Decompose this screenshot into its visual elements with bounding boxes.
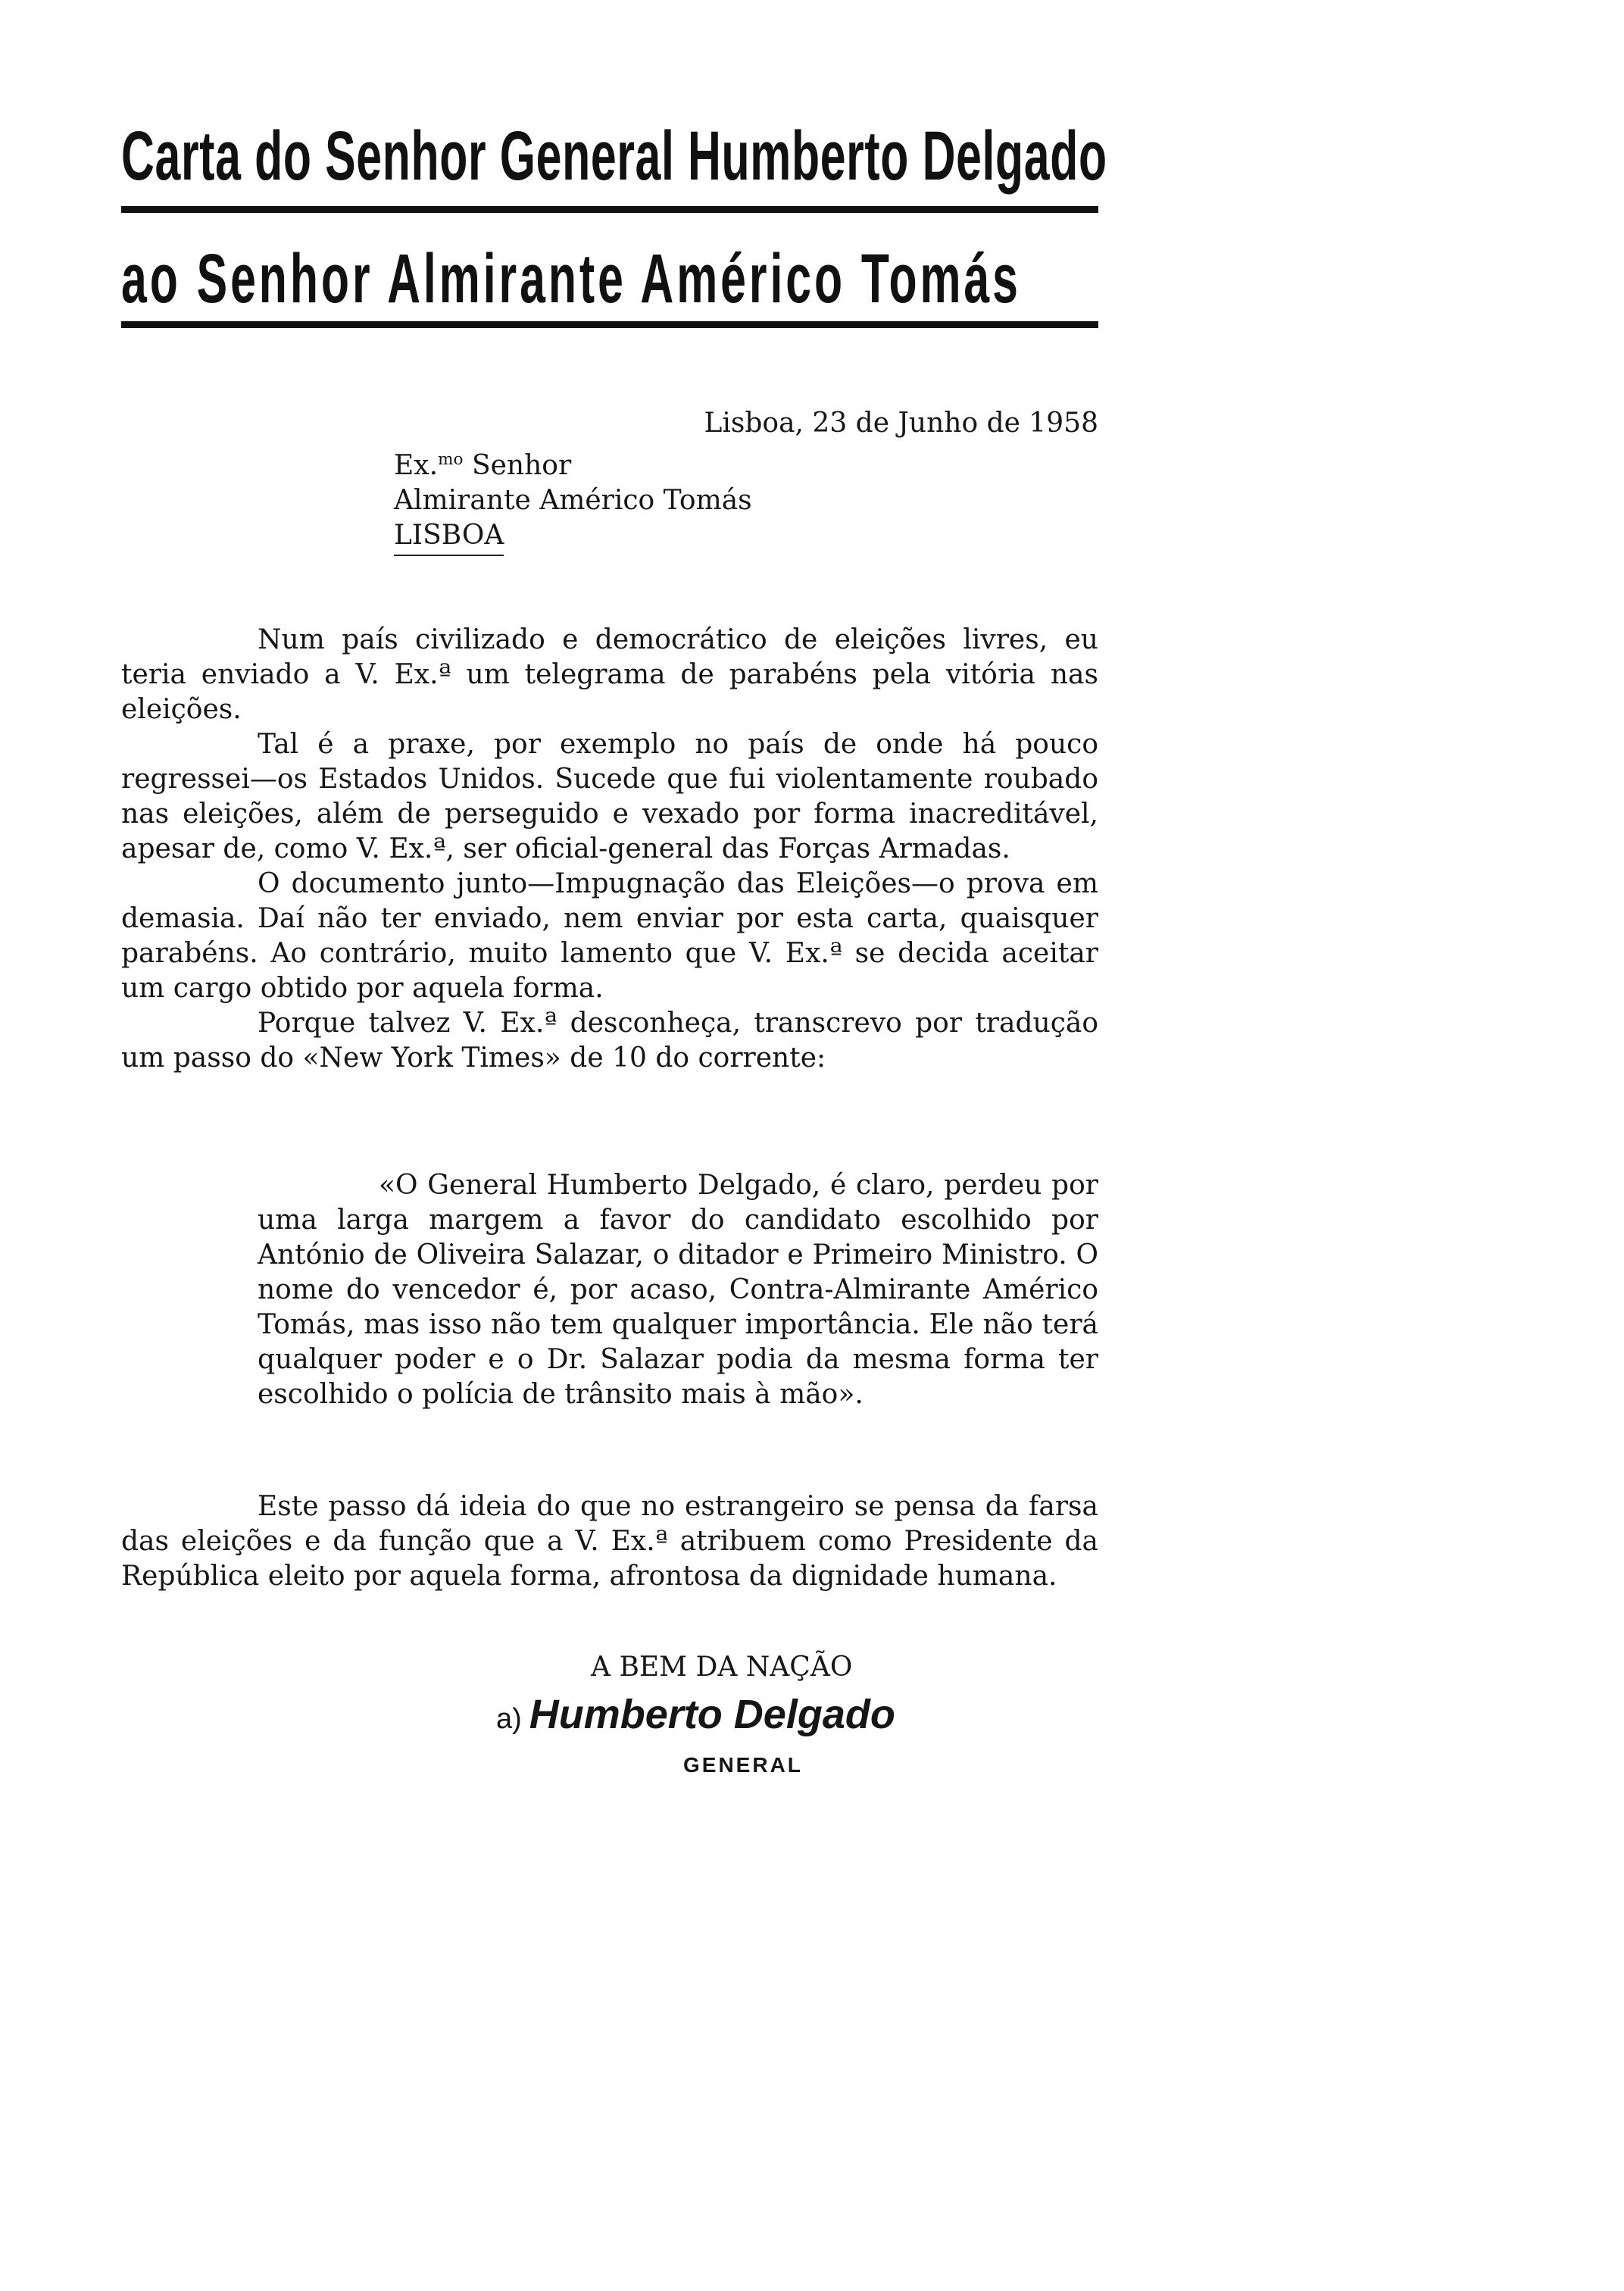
- letter-body: [121, 623, 1098, 1076]
- quoted-passage: [258, 1168, 1098, 1412]
- quote-text: «O General Humberto Delgado, é claro, perdeu por uma larga margem a favor do candidato escolhido por António de Oliveira Salazar, o ditador e Primeiro Ministro. O nome do vencedor é, por acaso, Contra-Almirante Américo Tomás, mas isso não tem qualquer importância. Ele não terá qualquer poder e o Dr. Salazar podia da mesma forma ter escolhido o polícia de trânsito mais à mão».: [258, 1170, 1098, 1410]
- paragraph-2: Tal é a praxe, por exemplo no país de onde há pouco regressei—os Estados Unidos. Sucede que fui violentamente roubado nas eleições, além de perseguido e vexado por forma inacreditável, apesar de, como V. Ex.ª, ser oficial-general das Forças Armadas.: [121, 729, 1098, 864]
- recipient-city: LISBOA: [394, 518, 504, 556]
- paragraph-1: Num país civilizado e democrático de eleições livres, eu teria enviado a V. Ex.ª um telegrama de parabéns pela vitória nas eleições.: [121, 624, 1098, 725]
- salutation: [394, 449, 752, 483]
- closing-text: Este passo dá ideia do que no estrangeiro se pensa da farsa das eleições e da função que a V. Ex.ª atribuem como Presidente da República eleito por aquela forma, afrontosa da dignidade humana.: [121, 1491, 1098, 1592]
- title-underline-1: [121, 206, 1098, 213]
- recipient-address: [394, 449, 752, 556]
- paragraph-3: O documento junto—Impugnação das Eleições—o prova em demasia. Daí não ter enviado, nem enviar por esta carta, quaisquer parabéns. Ao contrário, muito lamento que V. Ex.ª se decida aceitar um cargo obtido por aquela forma.: [121, 868, 1098, 1004]
- title-underline-2: [121, 321, 1098, 328]
- dateline: Lisboa, 23 de Junho de 1958: [704, 408, 1098, 439]
- signature-prefix: a): [496, 1703, 522, 1735]
- salutation-prefix: Ex.: [394, 450, 439, 481]
- closing-paragraph: [121, 1489, 1098, 1594]
- title-line-2: ao Senhor Almirante Américo Tomás: [121, 240, 1021, 317]
- title-line-1: Carta do Senhor General Humberto Delgado: [121, 117, 1107, 195]
- salutation-superscript: mo: [438, 450, 464, 469]
- signature-name: Humberto Delgado: [529, 1692, 895, 1737]
- signature-rank: GENERAL: [683, 1753, 803, 1777]
- salutation-suffix: Senhor: [463, 450, 572, 481]
- recipient-name: Almirante Américo Tomás: [394, 485, 752, 516]
- signature-motto: A BEM DA NAÇÃO: [591, 1652, 853, 1683]
- signature: [496, 1691, 895, 1738]
- paragraph-4: Porque talvez V. Ex.ª desconheça, transcrevo por tradução um passo do «New York Times» de 10 do corrente:: [121, 1008, 1098, 1074]
